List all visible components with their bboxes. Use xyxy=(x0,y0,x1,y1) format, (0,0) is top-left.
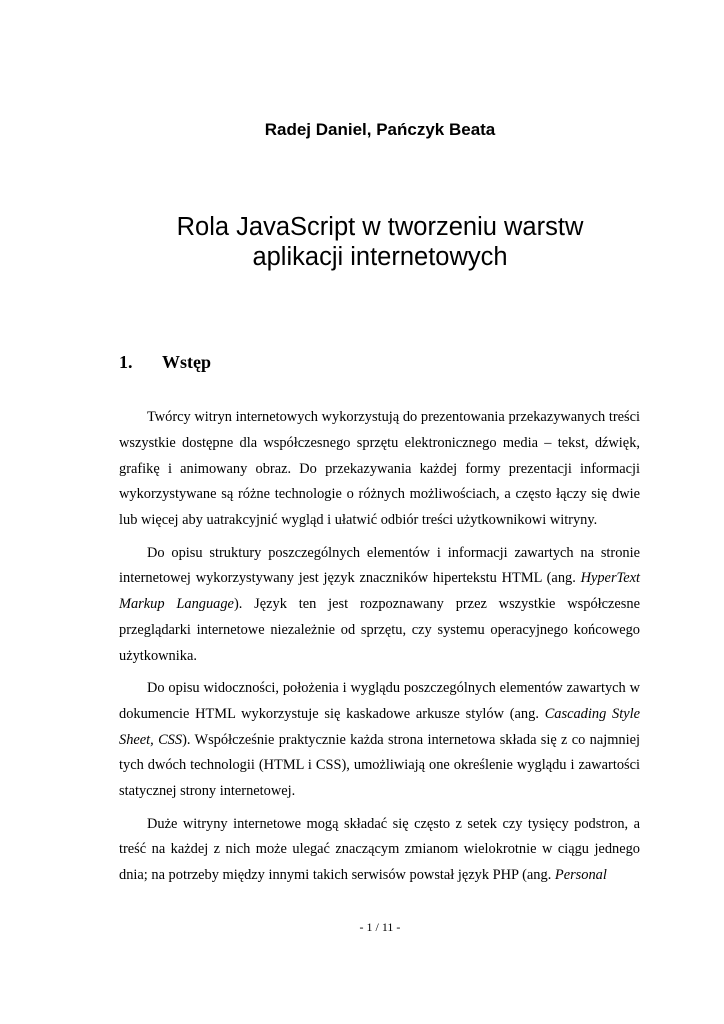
title-line-1: Rola JavaScript w tworzeniu warstw xyxy=(176,213,584,241)
section-title: Wstęp xyxy=(162,352,211,372)
paper-title xyxy=(0,212,724,272)
paragraph-2-text-a: Do opisu struktury poszczególnych elementów i informacji zawartych na stronie internetowej wykorzystywany jest język znaczników hipertekstu HTML (ang. xyxy=(119,544,640,587)
paragraph-3 xyxy=(119,676,640,805)
section-number: 1. xyxy=(119,352,133,372)
body-text xyxy=(119,405,640,889)
paragraph-3-emphasis: Cascading Style Sheet, CSS xyxy=(119,705,641,748)
paragraph-4-text-a: Duże witryny internetowe mogą składać się często z setek czy tysięcy podstron, a treść na każdej z nich może ulegać znaczącym zmianom wielokrotnie w ciągu jednego dnia; na potrzeby między innymi takich serwisów powstał język PHP (ang. xyxy=(119,815,640,884)
page-number: - 1 / 11 - xyxy=(359,920,401,934)
paragraph-2-text-b: ). Język ten jest rozpoznawany przez wszystkie współczesne przeglądarki internetowe niezależnie od sprzętu, czy systemu operacyjnego końcowego użytkownika. xyxy=(119,596,640,664)
paragraph-1 xyxy=(119,405,640,534)
paragraph-1-text: Twórcy witryn internetowych wykorzystują do prezentowania przekazywanych treści wszystkie dostępne dla współczesnego sprzętu elektronicznego media – tekst, dźwięk, grafikę i animowany obraz. Do przekazywania każdej formy prezentacji informacji wykorzystywane są różne technologie o różnych możliwościach, a często łączy się dwie lub więcej aby uatrakcyjnić wygląd i ułatwić odbiór treści użytkownikowi witryny. xyxy=(119,409,640,528)
paragraph-4-emphasis: Personal xyxy=(554,867,607,884)
paragraph-4 xyxy=(119,812,640,889)
paragraph-3-text-a: Do opisu widoczności, położenia i wyglądu poszczególnych elementów zawartych w dokumencie HTML wykorzystuje się kaskadowe arkusze stylów (ang. xyxy=(119,680,640,722)
section-heading xyxy=(119,352,211,373)
paragraph-2 xyxy=(119,541,640,670)
title-line-2: aplikacji internetowych xyxy=(252,243,508,271)
paragraph-2-emphasis: HyperText Markup Language xyxy=(119,570,640,613)
paragraph-3-text-b: ). Współcześnie praktycznie każda strona internetowa składa się z co najmniej tych dwóch technologii (HTML i CSS), umożliwiają one określenie wyglądu i zawartości statycznej strony internetowej. xyxy=(119,731,640,800)
authors: Radej Daniel, Pańczyk Beata xyxy=(264,120,496,139)
